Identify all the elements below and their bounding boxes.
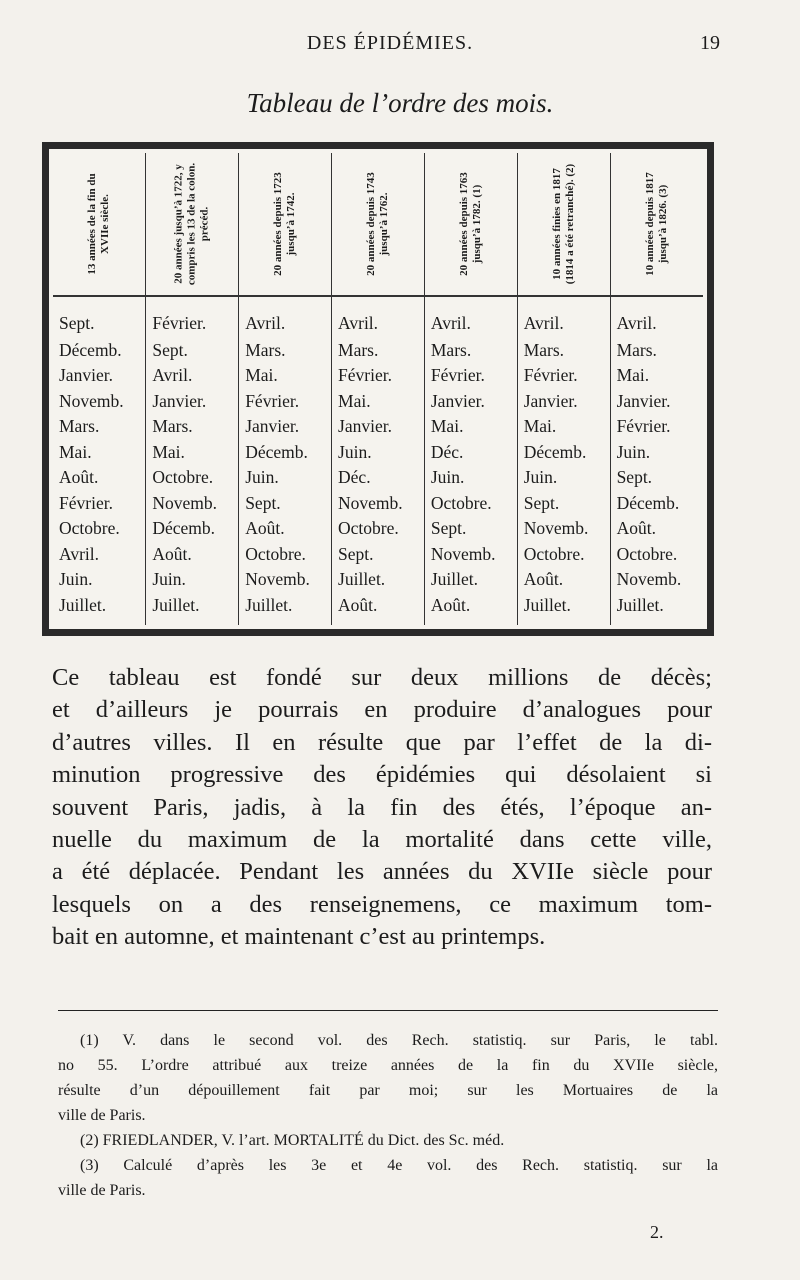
table-row [53,567,703,593]
table-cell: Mai. [146,440,239,466]
table-cell: Novemb. [424,542,517,568]
table-cell: Déc. [332,465,425,491]
table-cell: Mars. [146,414,239,440]
footnote-line: ville de Paris. [58,1182,146,1199]
table-cell: Août. [517,567,610,593]
paragraph-line: souvent Paris, jadis, à la fin des étés, l’époque an- [52,793,712,821]
column-header: 20 années depuis 1723 jusqu’à 1742. [239,153,332,296]
table-cell: Juin. [146,567,239,593]
table-cell: Février. [53,491,146,517]
table-cell: Octobre. [146,465,239,491]
table-cell: Novemb. [239,567,332,593]
table-cell: Décemb. [146,516,239,542]
table-cell: Avril. [424,296,517,338]
table-cell: Sept. [616,467,653,488]
table-cell: Janvier. [332,414,425,440]
table-cell: Avril. [146,363,239,389]
table-row [53,491,703,517]
body-paragraph [52,662,712,954]
footnote-rule [58,1010,718,1011]
table-cell: Octobre. [616,543,678,564]
running-title: DES ÉPIDÉMIES. [306,32,474,54]
table-cell: Mars. [332,338,425,364]
table-cell: Décemb. [239,440,332,466]
table-cell: Août. [424,593,517,625]
page-number: 19 [700,32,720,54]
table-cell: Avril. [53,542,146,568]
table-cell: Juin. [53,567,146,593]
table-cell: Février. [146,296,239,338]
table-cell: Juin. [332,440,425,466]
table-cell: Février. [239,389,332,415]
table-cell: Mars. [53,414,146,440]
column-header: 13 années de la fin du XVIIe siècle. [53,153,146,296]
table-cell: Mai. [424,414,517,440]
table-cell: Novemb. [517,516,610,542]
signature-mark: 2. [650,1222,664,1242]
table-cell: Avril. [332,296,425,338]
table-cell: Juillet. [424,567,517,593]
table-cell: Février. [332,363,425,389]
table-cell: Août. [332,593,425,625]
table-cell: Décemb. [53,338,146,364]
footnote-1 [58,1028,718,1128]
table-cell: Août. [53,465,146,491]
table-cell: Octobre. [517,542,610,568]
table-cell: Août. [616,518,656,539]
table-cell: Mars. [517,338,610,364]
footnote-3 [58,1153,718,1203]
table-cell: Mars. [239,338,332,364]
table-cell: Juin. [517,465,610,491]
table-cell: Janvier. [517,389,610,415]
table-cell: Juillet. [332,567,425,593]
table-cell: Mars. [616,339,657,360]
table-row [53,389,703,415]
table-cell: Janvier. [424,389,517,415]
footnote-line: résulte d’un dépouillement fait par moi; sur les Mortuaires de la [58,1082,718,1099]
table-row [53,542,703,568]
table-cell: Novemb. [332,491,425,517]
month-order-table [53,153,703,625]
table-cell: Octobre. [53,516,146,542]
table-cell: Juillet. [616,594,664,615]
table-cell: Octobre. [332,516,425,542]
table-header-row [53,153,703,296]
table-cell: Janvier. [53,363,146,389]
paragraph-line: bait en automne, et maintenant c’est au printemps. [52,923,546,951]
table-cell: Juillet. [146,593,239,625]
table-title: Tableau de l’ordre des mois. [246,88,554,118]
table-cell: Mai. [616,365,650,386]
table-cell: Sept. [146,338,239,364]
table-cell: Déc. [424,440,517,466]
table-cell: Sept. [332,542,425,568]
table-cell: Juillet. [239,593,332,625]
table-cell: Sept. [239,491,332,517]
table-cell: Juillet. [517,593,610,625]
table-cell: Avril. [239,296,332,338]
table-cell: Octobre. [424,491,517,517]
table-cell: Février. [424,363,517,389]
table-row [53,516,703,542]
table-cell: Août. [146,542,239,568]
column-header: 10 années finies en 1817 (1814 a été retranché). (2) [517,153,610,296]
table-cell: Janvier. [146,389,239,415]
table-row [53,414,703,440]
table-row [53,440,703,466]
table-cell: Mai. [517,414,610,440]
footnote-line: (3) Calculé d’après les 3e et 4e vol. des Rech. statistiq. sur la [80,1157,718,1174]
paragraph-line: nuelle du maximum de la mortalité dans cette ville, [52,826,712,854]
table-cell: Janvier. [239,414,332,440]
column-header: 10 années depuis 1817 jusqu’à 1826. (3) [610,153,703,296]
table-cell: Décemb. [517,440,610,466]
footnote-line: (2) FRIEDLANDER, V. l’art. MORTALITÉ du Dict. des Sc. méd. [80,1132,505,1149]
table-row [53,465,703,491]
table-body [53,296,703,625]
footnote-2 [58,1128,718,1153]
footnote-line: no 55. L’ordre attribué aux treize années de la fin du XVIIe siècle, [58,1057,718,1074]
table-cell: Novemb. [146,491,239,517]
table-cell: Février. [616,416,671,437]
table-cell: Juillet. [53,593,146,625]
paragraph-line: Ce tableau est fondé sur deux millions de décès; [52,664,712,691]
paragraph-line: lesquels on a des renseignemens, ce maximum tom- [52,890,712,918]
paragraph-line: et d’ailleurs je pourrais en produire d’analogues pour [52,696,712,724]
paragraph-line: d’autres villes. Il en résulte que par l’effet de la di- [52,728,712,756]
table-cell: Mai. [332,389,425,415]
table-cell: Décemb. [616,492,680,513]
table-cell: Sept. [424,516,517,542]
month-order-table-frame [42,142,714,636]
footnote-line: ville de Paris. [58,1107,146,1124]
table-cell: Juin. [239,465,332,491]
table-cell: Novemb. [616,569,682,590]
table-cell: Janvier. [616,390,671,411]
table-cell: Sept. [53,296,146,338]
table-cell: Juin. [616,441,651,462]
table-cell: Sept. [517,491,610,517]
table-row [53,593,703,625]
table-cell: Juin. [424,465,517,491]
table-cell: Novemb. [53,389,146,415]
column-header: 20 années depuis 1743 jusqu’à 1762. [332,153,425,296]
table-cell: Octobre. [239,542,332,568]
footnote-line: (1) V. dans le second vol. des Rech. statistiq. sur Paris, le tabl. [80,1032,718,1049]
column-header: 20 années jusqu’à 1722, y compris les 13 de la colon. précéd. [146,153,239,296]
table-row [53,363,703,389]
table-cell: Mars. [424,338,517,364]
table-row [53,338,703,364]
table-cell: Août. [239,516,332,542]
footnotes [58,1028,718,1203]
running-head [60,32,720,62]
paragraph-line: a été déplacée. Pendant les années du XVIIe siècle pour [52,858,712,886]
table-cell: Mai. [53,440,146,466]
table-row [53,296,703,338]
table-cell: Avril. [616,313,657,333]
column-header: 20 années depuis 1763 jusqu’à 1782. (1) [424,153,517,296]
table-cell: Mai. [239,363,332,389]
table-cell: Avril. [517,296,610,338]
table-cell: Février. [517,363,610,389]
paragraph-line: minution progressive des épidémies qui désolaient si [52,761,712,789]
